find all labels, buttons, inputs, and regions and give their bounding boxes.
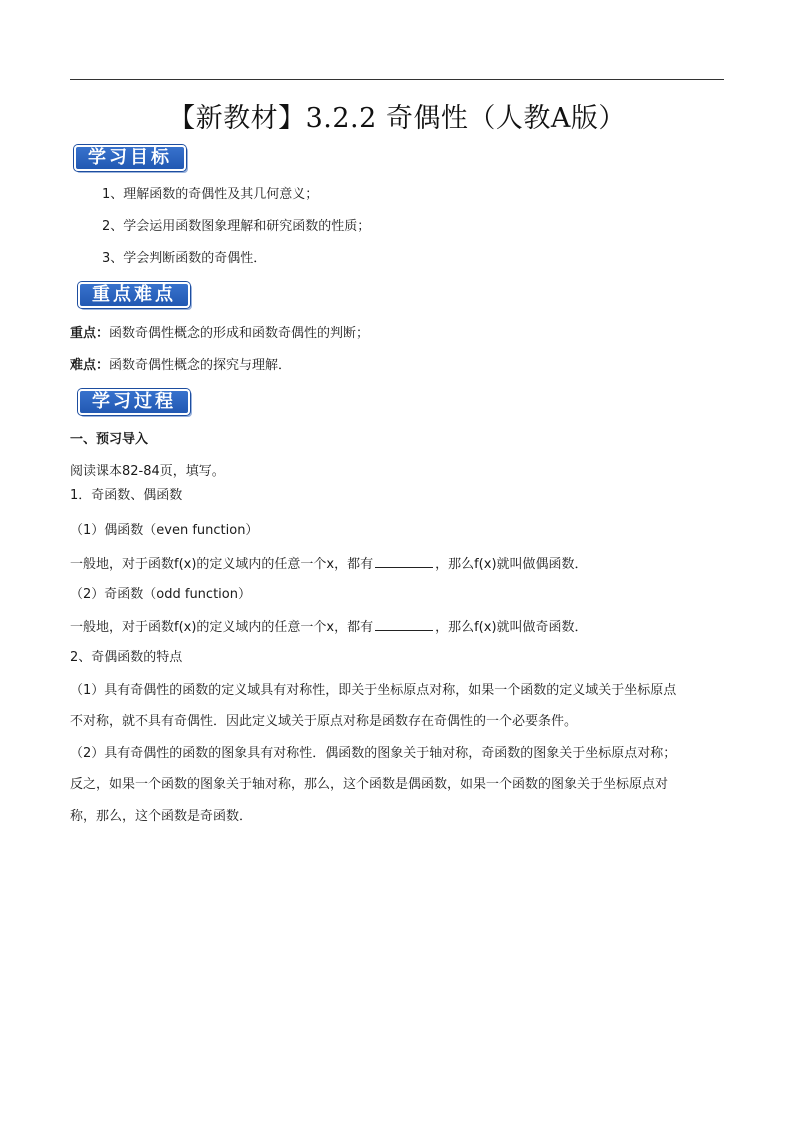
paragraph-2-line-1: （2）具有奇偶性的函数的图象具有对称性．偶函数的图象关于轴对称，奇函数的图象关于坐标原点对称； (70, 746, 677, 761)
even-def-blank[interactable] (375, 554, 433, 568)
even-function-label: （1）偶函数（even function） (70, 523, 259, 538)
header-rule (70, 79, 724, 80)
odd-function-label: （2）奇函数（odd function） (70, 587, 251, 602)
part1-title: 一、预习导入 (70, 432, 149, 447)
paragraph-1-line-2: 不对称，就不具有奇偶性．因此定义域关于原点对称是函数存在奇偶性的一个必要条件。 (70, 714, 578, 729)
section-badge-process: 学习过程 (78, 389, 190, 415)
even-def-pre: 一般地，对于函数f(x)的定义域内的任意一个x，都有 (70, 557, 374, 572)
paragraph-2-line-3: 称，那么，这个函数是奇函数． (70, 809, 253, 824)
odd-def-blank[interactable] (375, 617, 433, 631)
focus-label: 重点： (70, 326, 110, 341)
page-title: 【新教材】3.2.2 奇偶性（人教A版） (168, 103, 626, 134)
subsection-2-title: 2、奇偶函数的特点 (70, 650, 183, 665)
section-badge-goals: 学习目标 (74, 145, 186, 171)
even-function-definition (70, 554, 588, 574)
focus-line (70, 325, 369, 343)
odd-function-definition (70, 617, 588, 637)
difficulty-label: 难点： (70, 358, 110, 373)
goal-item-2: 2、学会运用函数图象理解和研究函数的性质； (102, 219, 371, 234)
even-def-post: ，那么f(x)就叫做偶函数． (435, 557, 588, 572)
focus-text: 函数奇偶性概念的形成和函数奇偶性的判断； (109, 326, 370, 341)
goal-item-3: 3、学会判断函数的奇偶性． (102, 251, 267, 266)
read-instruction: 阅读课本82-84页，填写。 (70, 464, 225, 479)
paragraph-2-line-2: 反之，如果一个函数的图象关于轴对称，那么，这个函数是偶函数，如果一个函数的图象关于坐标原点对 (70, 777, 669, 792)
goal-item-1: 1、理解函数的奇偶性及其几何意义； (102, 187, 319, 202)
section-badge-key-points: 重点难点 (78, 282, 190, 308)
odd-def-post: ，那么f(x)就叫做奇函数． (435, 620, 588, 635)
odd-def-pre: 一般地，对于函数f(x)的定义域内的任意一个x，都有 (70, 620, 374, 635)
subsection-1-title: 1．奇函数、偶函数 (70, 488, 183, 503)
difficulty-line (70, 357, 291, 375)
paragraph-1-line-1: （1）具有奇偶性的函数的定义域具有对称性，即关于坐标原点对称，如果一个函数的定义域关于坐标原点 (70, 683, 677, 698)
difficulty-text: 函数奇偶性概念的探究与理解． (109, 358, 292, 373)
